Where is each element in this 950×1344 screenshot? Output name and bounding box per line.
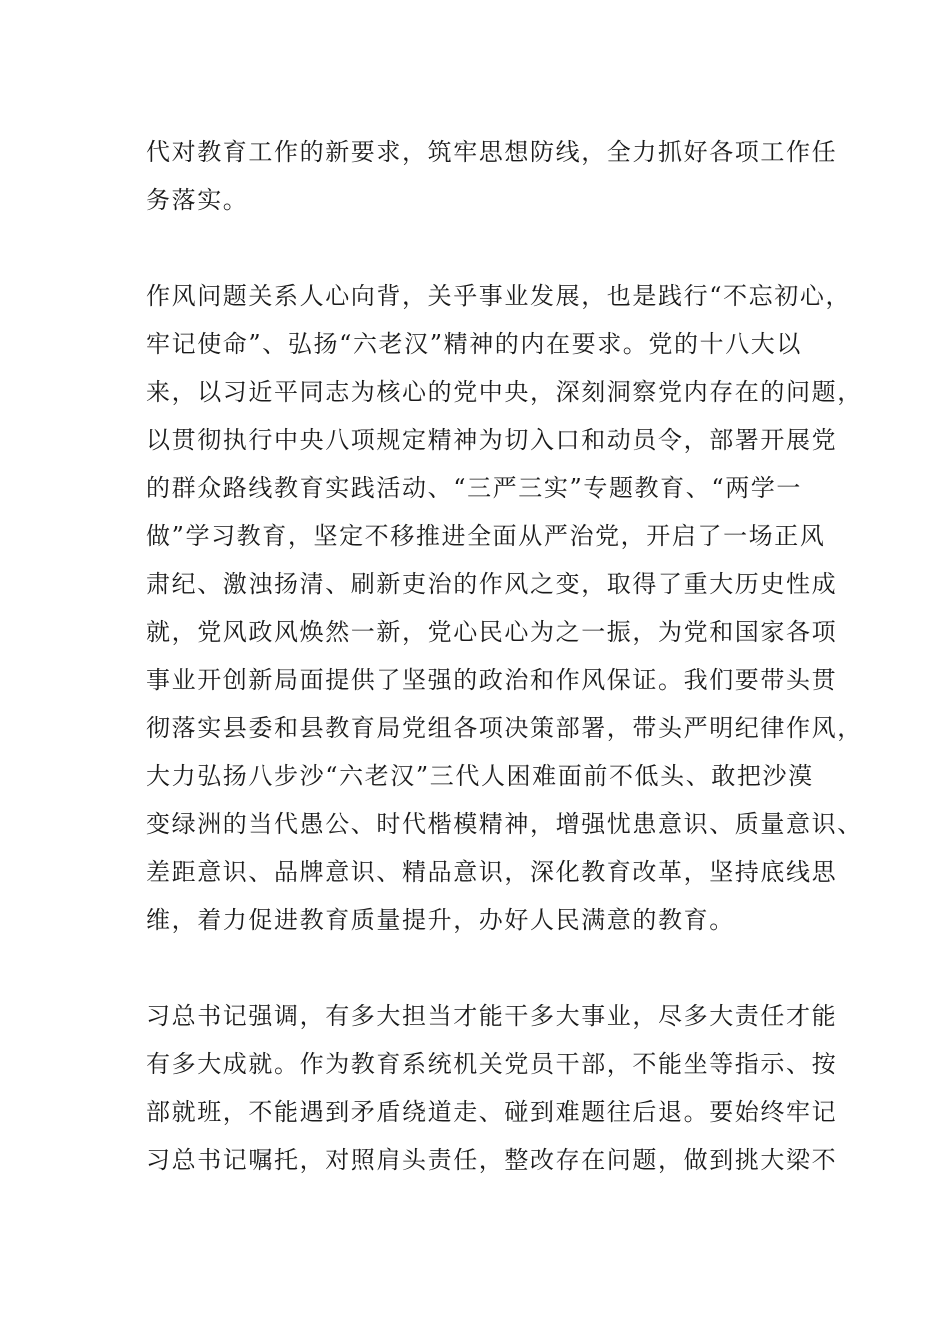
text-line: 以贯彻执行中央八项规定精神为切入口和动员令，部署开展党	[146, 426, 838, 454]
paragraph-gap	[146, 224, 814, 272]
paragraph-2	[146, 272, 863, 944]
text-line: 维，着力促进教育质量提升，办好人民满意的教育。	[146, 906, 735, 934]
text-line: 差距意识、品牌意识、精品意识，深化教育改革，坚持底线思	[146, 858, 838, 886]
text-line: 务落实。	[146, 186, 249, 214]
text-line: 彻落实县委和县教育局党组各项决策部署，带头严明纪律作风，	[146, 714, 863, 742]
text-line: 牢记使命”、弘扬“六老汉”精神的内在要求。党的十八大以	[146, 330, 803, 358]
text-line: 来，以习近平同志为核心的党中央，深刻洞察党内存在的问题，	[146, 378, 863, 406]
text-line: 有多大成就。作为教育系统机关党员干部，不能坐等指示、按	[146, 1050, 838, 1078]
text-line: 做”学习教育，坚定不移推进全面从严治党，开启了一场正风	[146, 522, 826, 550]
text-line: 大力弘扬八步沙“六老汉”三代人困难面前不低头、敢把沙漠	[146, 762, 814, 790]
text-line: 作风问题关系人心向背，关乎事业发展，也是践行“不忘初心，	[146, 282, 852, 310]
document-body	[146, 128, 863, 1184]
text-line: 习总书记嘱托，对照肩头责任，整改存在问题，做到挑大梁不	[146, 1146, 838, 1174]
text-line: 代对教育工作的新要求，筑牢思想防线，全力抓好各项工作任	[146, 138, 838, 166]
text-line: 的群众路线教育实践活动、“三严三实”专题教育、“两学一	[146, 474, 803, 502]
text-line: 就，党风政风焕然一新，党心民心为之一振，为党和国家各项	[146, 618, 838, 646]
text-line: 部就班，不能遇到矛盾绕道走、碰到难题往后退。要始终牢记	[146, 1098, 838, 1126]
text-line: 变绿洲的当代愚公、时代楷模精神，增强忧患意识、质量意识、	[146, 810, 863, 838]
text-line: 肃纪、激浊扬清、刷新吏治的作风之变，取得了重大历史性成	[146, 570, 838, 598]
text-line: 事业开创新局面提供了坚强的政治和作风保证。我们要带头贯	[146, 666, 838, 694]
paragraph-1	[146, 128, 838, 224]
paragraph-gap	[146, 944, 814, 992]
paragraph-3	[146, 992, 838, 1184]
text-line: 习总书记强调，有多大担当才能干多大事业，尽多大责任才能	[146, 1002, 838, 1030]
